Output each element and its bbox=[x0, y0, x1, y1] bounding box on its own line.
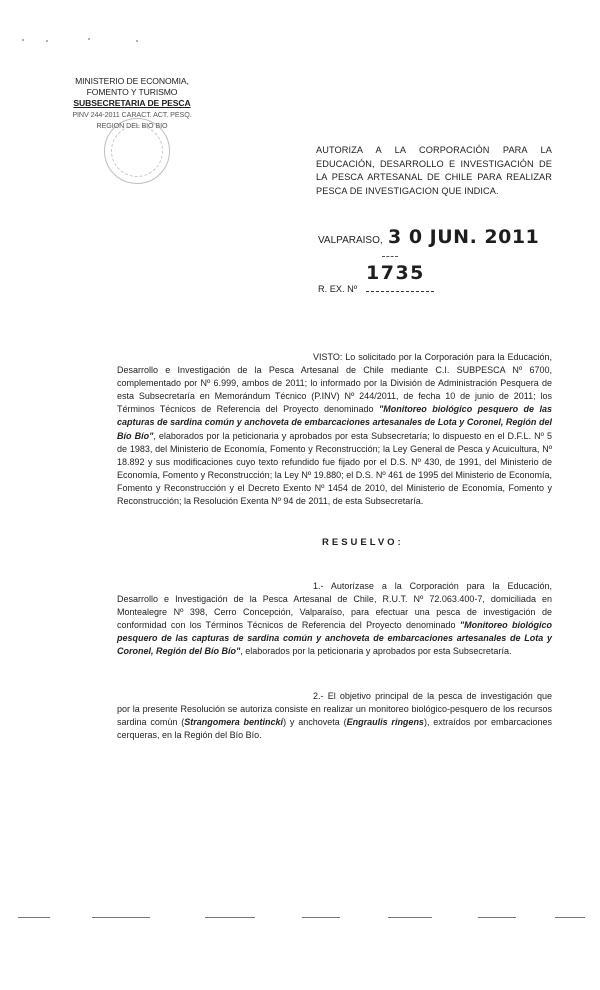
official-stamp bbox=[104, 118, 170, 184]
item2-text-1: 2.- El objetivo principal de la pesca de investigación que por la presente Resolución se autoriza consiste en realizar un monitoreo biológico-pesquero de los recursos sardina común ( bbox=[117, 691, 552, 728]
scan-speck bbox=[22, 39, 24, 41]
footer-mark bbox=[388, 917, 432, 918]
resolution-item-2 bbox=[117, 690, 552, 742]
item1-text-1: 1.- Autorízase a la Corporación para la Educación, Desarrollo e Investigación de la Pesca Artesanal de Chile, R.U.T. Nº 72.063.400-7, domiciliada en Montealegre Nº 398, Cerro Concepción, Valparaíso, para efectuar una pesca de investigación de conformidad con los Términos Técnicos de Referencia del Proyecto denominado bbox=[117, 581, 552, 631]
visto-paragraph bbox=[117, 351, 552, 508]
footer-mark bbox=[92, 917, 150, 918]
item2-species-2: Engraulis ringens bbox=[346, 717, 424, 728]
resolution-number: 1735 bbox=[366, 262, 425, 284]
header-line-subsecretaria: SUBSECRETARIA DE PESCA bbox=[73, 98, 191, 108]
header-line-fomento: FOMENTO Y TURISMO bbox=[86, 87, 178, 97]
scan-speck bbox=[88, 38, 90, 40]
item1-text-2: , elaborados por la peticionaria y aprobados por esta Subsecretaría. bbox=[240, 646, 512, 657]
footer-mark bbox=[478, 917, 516, 918]
footer-mark bbox=[302, 917, 340, 918]
resolution-label: R. EX. Nº bbox=[318, 284, 358, 294]
header-line-reference: PINV 244-2011 CARACT. ACT. PESQ. bbox=[72, 110, 192, 119]
item2-text-2: ) y anchoveta ( bbox=[283, 717, 347, 728]
visto-text-1: VISTO: Lo solicitado por la Corporación para la Educación, Desarrollo e Investigación de la Pesca Artesanal de Chile mediante C.I. SUBPESCA Nº 6700, complementado por Nº 6.999, ambos de 2011; lo informado por la División de Administración Pesquera de esta Subsecretaría en Memorándum Técnico (P.INV) Nº 244/2011, de fecha 10 de junio de 2011; los Términos Técnicos de Referencia del Proyecto denominado bbox=[117, 352, 552, 415]
document-subject: AUTORIZA A LA CORPORACIÓN PARA LA EDUCACIÓN, DESARROLLO E INVESTIGACIÓN DE LA PESCA ARTESANAL DE CHILE PARA REALIZAR PESCA DE INVESTIGACION QUE INDICA. bbox=[316, 145, 552, 196]
footer-mark bbox=[18, 917, 50, 918]
item1-project-title: "Monitoreo biológico pesquero de las capturas de sardina común y anchoveta de embarcaciones artesanales de Lota y Coronel, Región del Bío Bío" bbox=[117, 620, 552, 657]
resuelvo-heading: RESUELVO: bbox=[322, 537, 404, 548]
footer-mark bbox=[555, 917, 585, 918]
place-label: VALPARAISO, bbox=[318, 235, 383, 246]
visto-project-title: "Monitoreo biológico pesquero de las capturas de sardina común y anchoveta de embarcaciones artesanales de Lota y Coronel, Región del Bío Bío" bbox=[117, 404, 553, 441]
resolution-item-1 bbox=[117, 580, 552, 659]
header-line-region: REGION DEL BIO BIO bbox=[96, 121, 168, 130]
item2-species-1: Strangomera bentincki bbox=[184, 717, 284, 728]
footer-mark bbox=[205, 917, 255, 918]
date-underline bbox=[382, 256, 398, 257]
visto-text-2: , elaborados por la peticionaria y aprobados por esta Subsecretaría; lo dispuesto en el D.F.L. Nº 5 de 1983, del Ministerio de Economía, Fomento y Reconstrucción; la Ley General de Pesca y Acuicultura, Nº 18.892 y sus modificaciones cuyo texto refundido fue fijado por el D.S. Nº 430, de 1991, del Ministerio de Economía, Fomento y Reconstrucción; la Ley Nº 19.880; el D.S. Nº 461 de 1995 del Ministerio de Economía, Fomento y Reconstrucción y el Decreto Exento Nº 1454 de 2010, del Ministerio de Economía, Fomento y Reconstrucción; la Resolución Exenta Nº 94 de 2011, de esta Subsecretaría. bbox=[117, 430, 553, 507]
scan-speck bbox=[46, 40, 48, 42]
scan-speck bbox=[136, 40, 138, 42]
header-line-ministry: MINISTERIO DE ECONOMIA, bbox=[75, 76, 189, 86]
resolution-number-line bbox=[366, 291, 434, 292]
date-stamp: 3 0 JUN. 2011 bbox=[388, 226, 540, 248]
item2-text-3: ), extraídos por embarcaciones cerqueras, en la Región del Bío Bío. bbox=[117, 717, 553, 741]
